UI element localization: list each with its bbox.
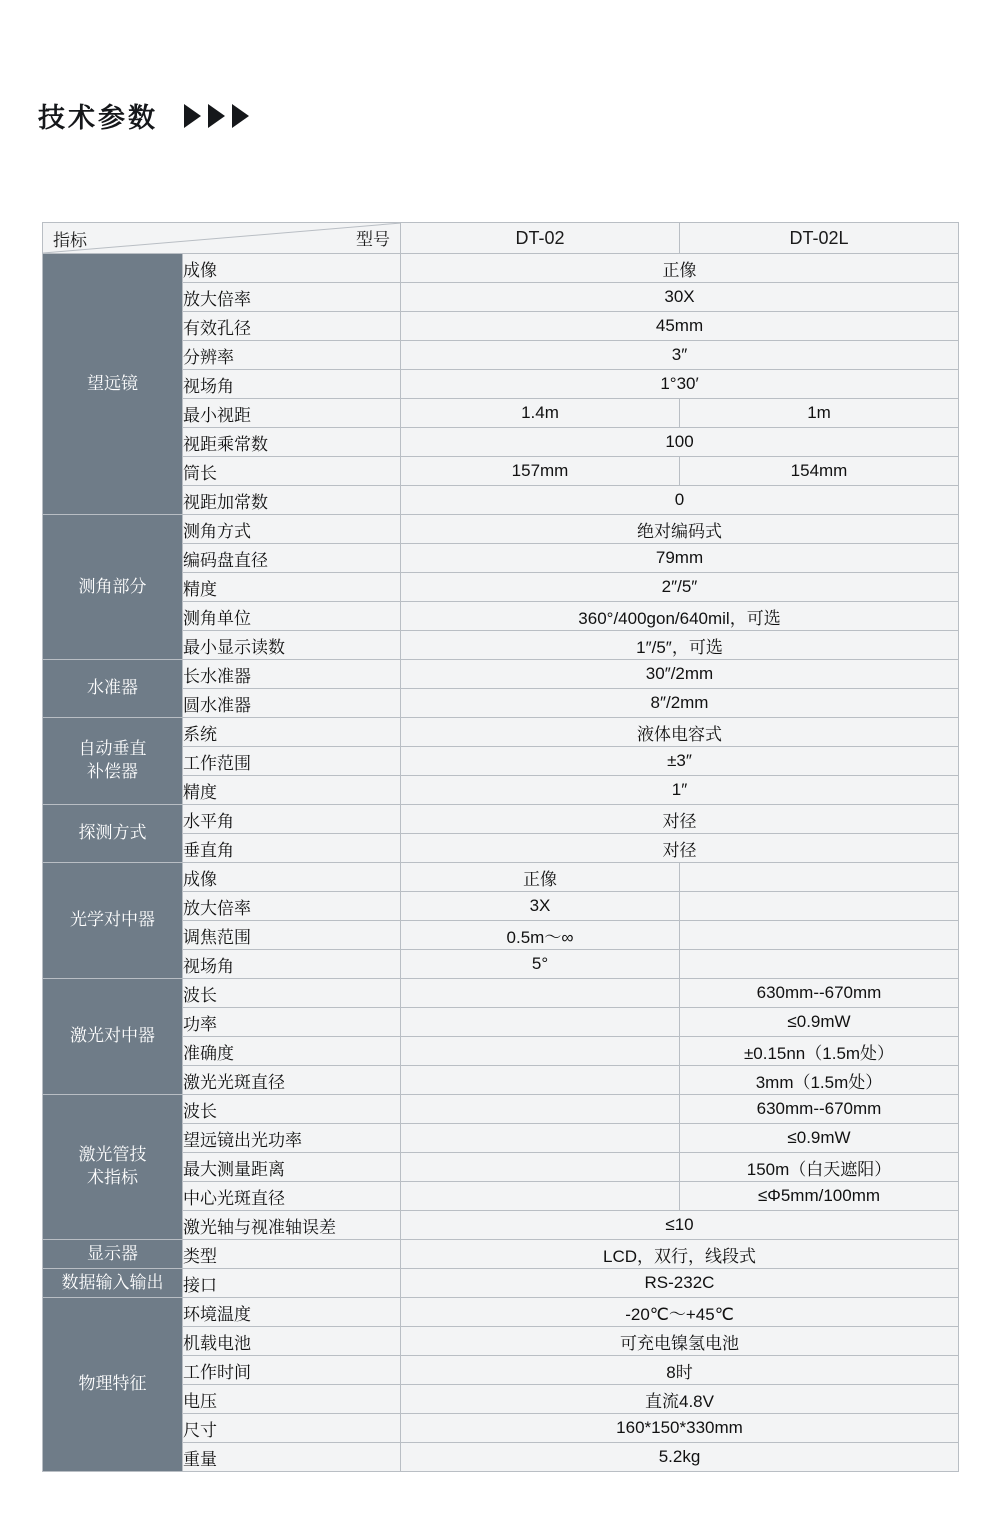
- corner-header-cell: [43, 223, 401, 254]
- spec-value-merged: 5.2kg: [401, 1443, 959, 1472]
- group-label: 自动垂直 补偿器: [43, 718, 183, 805]
- spec-value-merged: 30X: [401, 283, 959, 312]
- column-header-2: DT-02L: [680, 223, 959, 254]
- group-label: 望远镜: [43, 254, 183, 515]
- spec-value-merged: 360°/400gon/640mil，可选: [401, 602, 959, 631]
- triangle-right-icon: [184, 104, 201, 128]
- spec-value-dt02l: 3mm（1.5m处）: [680, 1066, 959, 1095]
- spec-item-label: 激光轴与视准轴误差: [183, 1211, 401, 1240]
- spec-value-merged: 可充电镍氢电池: [401, 1327, 959, 1356]
- spec-value-merged: 1°30′: [401, 370, 959, 399]
- table-row: [43, 254, 959, 283]
- corner-right-label: 型号: [356, 230, 390, 249]
- spec-item-label: 工作范围: [183, 747, 401, 776]
- table-row: [43, 1240, 959, 1269]
- spec-value-dt02: [401, 1095, 680, 1124]
- table-row: [43, 1298, 959, 1327]
- spec-item-label: 放大倍率: [183, 892, 401, 921]
- spec-value-merged: 30″/2mm: [401, 660, 959, 689]
- spec-item-label: 功率: [183, 1008, 401, 1037]
- table-row: [43, 660, 959, 689]
- group-label: 显示器: [43, 1240, 183, 1269]
- spec-value-merged: 对径: [401, 805, 959, 834]
- spec-value-dt02l: 154mm: [680, 457, 959, 486]
- section-title: [38, 96, 256, 135]
- spec-item-label: 波长: [183, 1095, 401, 1124]
- spec-item-label: 中心光斑直径: [183, 1182, 401, 1211]
- spec-value-dt02: 5°: [401, 950, 680, 979]
- spec-value-dt02: [401, 979, 680, 1008]
- spec-item-label: 接口: [183, 1269, 401, 1298]
- spec-table: [42, 222, 959, 1472]
- spec-item-label: 精度: [183, 573, 401, 602]
- spec-item-label: 分辨率: [183, 341, 401, 370]
- spec-table-container: [42, 222, 958, 1472]
- group-label: 物理特征: [43, 1298, 183, 1472]
- spec-item-label: 编码盘直径: [183, 544, 401, 573]
- spec-value-merged: -20℃～+45℃: [401, 1298, 959, 1327]
- spec-item-label: 环境温度: [183, 1298, 401, 1327]
- spec-value-merged: 液体电容式: [401, 718, 959, 747]
- spec-item-label: 筒长: [183, 457, 401, 486]
- spec-value-dt02l: [680, 892, 959, 921]
- spec-item-label: 垂直角: [183, 834, 401, 863]
- triangle-right-icon: [232, 104, 249, 128]
- table-row: [43, 718, 959, 747]
- spec-value-dt02: [401, 1008, 680, 1037]
- spec-item-label: 波长: [183, 979, 401, 1008]
- spec-item-label: 工作时间: [183, 1356, 401, 1385]
- spec-value-dt02: [401, 1124, 680, 1153]
- spec-item-label: 测角单位: [183, 602, 401, 631]
- spec-item-label: 望远镜出光功率: [183, 1124, 401, 1153]
- spec-value-dt02l: ≤0.9mW: [680, 1008, 959, 1037]
- table-row: [43, 1269, 959, 1298]
- spec-value-merged: 正像: [401, 254, 959, 283]
- corner-left-label: 指标: [53, 231, 87, 250]
- triangle-right-icon: [208, 104, 225, 128]
- table-row: [43, 805, 959, 834]
- diagonal-divider: [43, 223, 400, 253]
- spec-value-merged: 0: [401, 486, 959, 515]
- spec-value-dt02l: 1m: [680, 399, 959, 428]
- spec-item-label: 调焦范围: [183, 921, 401, 950]
- spec-value-merged: 45mm: [401, 312, 959, 341]
- spec-value-dt02l: [680, 950, 959, 979]
- spec-item-label: 系统: [183, 718, 401, 747]
- spec-value-merged: 79mm: [401, 544, 959, 573]
- spec-value-dt02l: ≤Φ5mm/100mm: [680, 1182, 959, 1211]
- spec-item-label: 圆水准器: [183, 689, 401, 718]
- spec-value-merged: LCD，双行，线段式: [401, 1240, 959, 1269]
- spec-value-merged: 160*150*330mm: [401, 1414, 959, 1443]
- spec-value-merged: 对径: [401, 834, 959, 863]
- table-row: [43, 1095, 959, 1124]
- group-label: 光学对中器: [43, 863, 183, 979]
- spec-item-label: 视场角: [183, 950, 401, 979]
- spec-item-label: 激光光斑直径: [183, 1066, 401, 1095]
- spec-item-label: 电压: [183, 1385, 401, 1414]
- spec-value-dt02: 1.4m: [401, 399, 680, 428]
- spec-value-dt02: [401, 1182, 680, 1211]
- spec-value-dt02l: 150m（白天遮阳）: [680, 1153, 959, 1182]
- spec-value-merged: 3″: [401, 341, 959, 370]
- spec-value-merged: 8时: [401, 1356, 959, 1385]
- spec-value-merged: 100: [401, 428, 959, 457]
- spec-item-label: 尺寸: [183, 1414, 401, 1443]
- group-label: 水准器: [43, 660, 183, 718]
- spec-value-dt02l: ≤0.9mW: [680, 1124, 959, 1153]
- spec-value-dt02: 3X: [401, 892, 680, 921]
- spec-value-dt02l: 630mm--670mm: [680, 979, 959, 1008]
- spec-item-label: 准确度: [183, 1037, 401, 1066]
- spec-item-label: 类型: [183, 1240, 401, 1269]
- spec-value-merged: 8″/2mm: [401, 689, 959, 718]
- spec-value-dt02l: [680, 863, 959, 892]
- spec-value-dt02: 157mm: [401, 457, 680, 486]
- spec-item-label: 视距乘常数: [183, 428, 401, 457]
- spec-item-label: 视距加常数: [183, 486, 401, 515]
- spec-value-merged: 1″: [401, 776, 959, 805]
- spec-value-dt02: 正像: [401, 863, 680, 892]
- spec-value-merged: 2″/5″: [401, 573, 959, 602]
- group-label: 探测方式: [43, 805, 183, 863]
- spec-item-label: 放大倍率: [183, 283, 401, 312]
- table-header-row: [43, 223, 959, 254]
- spec-value-dt02: [401, 1066, 680, 1095]
- table-row: [43, 515, 959, 544]
- spec-value-dt02: [401, 1153, 680, 1182]
- spec-value-dt02: 0.5m～∞: [401, 921, 680, 950]
- group-label: 激光对中器: [43, 979, 183, 1095]
- spec-item-label: 测角方式: [183, 515, 401, 544]
- spec-item-label: 水平角: [183, 805, 401, 834]
- spec-value-merged: RS-232C: [401, 1269, 959, 1298]
- group-label: 测角部分: [43, 515, 183, 660]
- arrow-decoration: [184, 104, 256, 128]
- spec-value-merged: 绝对编码式: [401, 515, 959, 544]
- spec-value-dt02: [401, 1037, 680, 1066]
- spec-value-dt02l: [680, 921, 959, 950]
- table-row: [43, 979, 959, 1008]
- spec-item-label: 最大测量距离: [183, 1153, 401, 1182]
- spec-item-label: 精度: [183, 776, 401, 805]
- spec-item-label: 视场角: [183, 370, 401, 399]
- spec-value-merged: ±3″: [401, 747, 959, 776]
- spec-value-dt02l: ±0.15nn（1.5m处）: [680, 1037, 959, 1066]
- spec-item-label: 长水准器: [183, 660, 401, 689]
- spec-item-label: 最小视距: [183, 399, 401, 428]
- spec-item-label: 成像: [183, 254, 401, 283]
- spec-item-label: 重量: [183, 1443, 401, 1472]
- page-title: 技术参数: [38, 103, 158, 134]
- group-label: 激光管技 术指标: [43, 1095, 183, 1240]
- spec-item-label: 有效孔径: [183, 312, 401, 341]
- spec-item-label: 机载电池: [183, 1327, 401, 1356]
- spec-value-dt02l: 630mm--670mm: [680, 1095, 959, 1124]
- spec-item-label: 成像: [183, 863, 401, 892]
- spec-value-merged: 直流4.8V: [401, 1385, 959, 1414]
- spec-value-merged: 1″/5″，可选: [401, 631, 959, 660]
- column-header-1: DT-02: [401, 223, 680, 254]
- table-row: [43, 863, 959, 892]
- spec-item-label: 最小显示读数: [183, 631, 401, 660]
- spec-value-merged: ≤10: [401, 1211, 959, 1240]
- group-label: 数据输入输出: [43, 1269, 183, 1298]
